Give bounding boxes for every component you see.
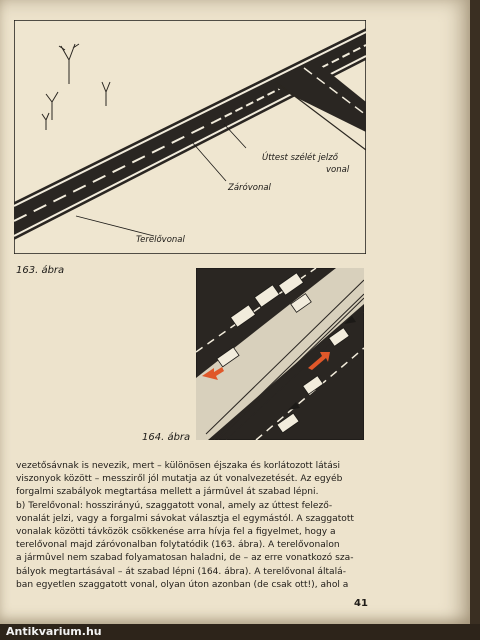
text-line: bályok megtartásával – át szabad lépni (164. ábra). A terelővonal általá- [16,566,347,577]
road-illustration-164 [196,268,364,440]
label-edge-line-2: vonal [326,165,350,175]
text-line: terelővonal majd záróvonalban folytatódik (163. ábra). A terelővonalon [16,540,340,551]
text-line: vezetősávnak is nevezik, mert – különösen éjszaka és korlátozott látási [16,461,341,471]
text-line: ban egyetlen szaggatott vonal, olyan úton azonban (de csak ott!), ahol a [16,579,349,590]
label-edge-line: Úttest szélét jelző [262,153,338,163]
label-guide-line: Terelővonal [136,235,185,245]
watermark-bar [0,624,480,640]
figure-164 [196,268,364,440]
text-line: b) Terelővonal: hosszirányú, szaggatott vonal, amely az úttest felező- [16,500,333,511]
label-stop-line: Záróvonal [228,183,271,193]
text-line: vonalát jelzi, vagy a forgalmi sávokat választja el egymástól. A szaggatott [16,513,354,524]
text-line: forgalmi szabályok megtartása mellett a jármûvel át szabad lépni. [16,487,319,498]
caption-164: 164. ábra [142,432,191,443]
body-text [16,460,368,592]
page-number: 41 [354,598,368,609]
text-line: viszonyok között – messziről jól mutatja az út vonalvezetését. Az egyéb [16,474,343,485]
figure-163 [14,20,366,254]
text-line: a jármûvel nem szabad folyamatosan haladni, de – az erre vonatkozó sza- [16,553,354,564]
road-illustration-163 [14,20,366,254]
caption-163: 163. ábra [16,265,65,276]
watermark-text: Antikvarium.hu [6,625,102,638]
text-line: vonalak közötti távközök csökkenése arra hívja fel a figyelmet, hogy a [16,527,336,538]
